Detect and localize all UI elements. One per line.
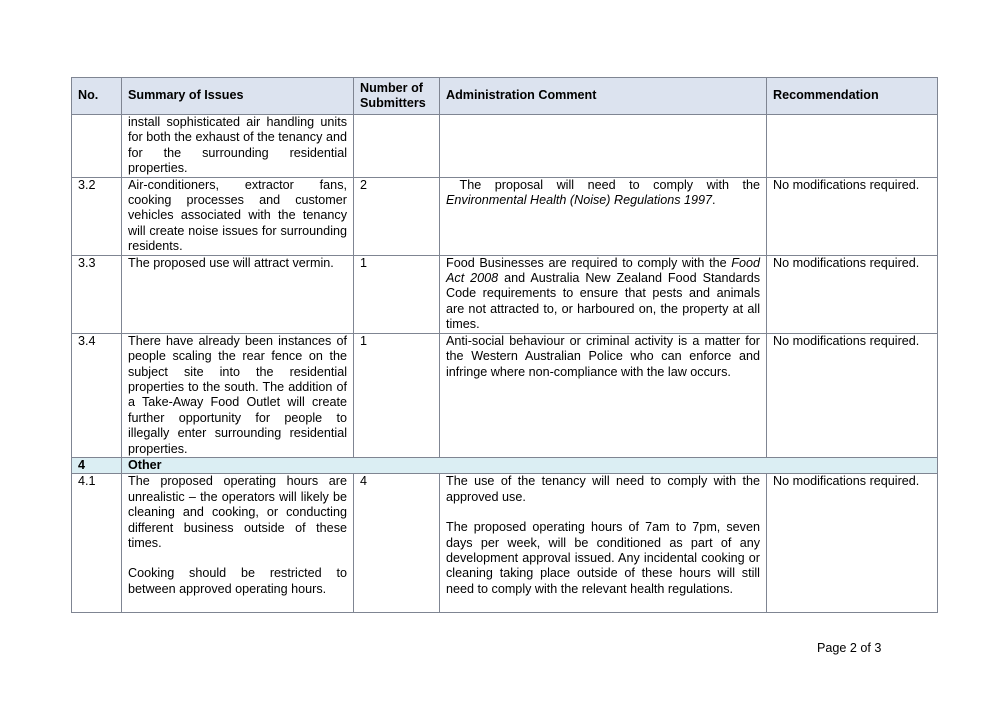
cell-summary bbox=[122, 474, 354, 613]
cell-summary: The proposed use will attract vermin. bbox=[122, 255, 354, 333]
cell-recommendation bbox=[767, 115, 938, 178]
cell-comment bbox=[440, 255, 767, 333]
table-header-row bbox=[72, 78, 938, 115]
section-number: 4 bbox=[72, 457, 122, 473]
cell-no bbox=[72, 115, 122, 178]
issues-table bbox=[71, 77, 938, 613]
header-submitters: Number of Submitters bbox=[354, 78, 440, 115]
cell-comment bbox=[440, 474, 767, 613]
comment-paragraph: The use of the tenancy will need to comply with the approved use. bbox=[446, 474, 760, 504]
cell-recommendation: No modifications required. bbox=[767, 255, 938, 333]
table-row bbox=[72, 474, 938, 613]
cell-recommendation: No modifications required. bbox=[767, 177, 938, 255]
header-comment: Administration Comment bbox=[440, 78, 767, 115]
cell-comment: Anti-social behaviour or criminal activity is a matter for the Western Australian Police who can enforce and infringe where non-compliance with the law occurs. bbox=[440, 333, 767, 457]
header-summary: Summary of Issues bbox=[122, 78, 354, 115]
cell-submitters: 2 bbox=[354, 177, 440, 255]
table-row bbox=[72, 255, 938, 333]
cell-comment bbox=[440, 115, 767, 178]
cell-summary: install sophisticated air handling units for both the exhaust of the tenancy and for the surrounding residential properties. bbox=[122, 115, 354, 178]
cell-no: 3.2 bbox=[72, 177, 122, 255]
cell-summary: There have already been instances of people scaling the rear fence on the subject site into the residential properties to the south. The addition of a Take-Away Food Outlet will create further opportunity for people to illegally enter surrounding residential properties. bbox=[122, 333, 354, 457]
summary-paragraph: The proposed operating hours are unrealistic – the operators will likely be cleaning and cooking, or conducting different business outside of these times. bbox=[128, 474, 347, 550]
page-number: Page 2 of 3 bbox=[817, 641, 882, 655]
comment-text-end: . bbox=[712, 193, 716, 208]
cell-no: 4.1 bbox=[72, 474, 122, 613]
comment-text: Food Businesses are required to comply with the bbox=[446, 255, 727, 270]
cell-no: 3.4 bbox=[72, 333, 122, 457]
cell-recommendation: No modifications required. bbox=[767, 474, 938, 613]
comment-paragraph: The proposed operating hours of 7am to 7pm, seven days per week, will be conditioned as part of any development approval issued. Any incidental cooking or cleaning taking place outside of these hours will still need to comply with the relevant health regulations. bbox=[446, 520, 760, 596]
table-row bbox=[72, 333, 938, 457]
section-row bbox=[72, 457, 938, 473]
cell-submitters: 1 bbox=[354, 255, 440, 333]
summary-paragraph: Cooking should be restricted to between approved operating hours. bbox=[128, 566, 347, 596]
section-title: Other bbox=[122, 457, 938, 473]
cell-submitters bbox=[354, 115, 440, 178]
table-row bbox=[72, 115, 938, 178]
cell-recommendation: No modifications required. bbox=[767, 333, 938, 457]
cell-no: 3.3 bbox=[72, 255, 122, 333]
comment-legislation: Environmental Health (Noise) Regulations 1997 bbox=[446, 193, 713, 208]
cell-summary: Air-conditioners, extractor fans, cooking processes and customer vehicles associated with the tenancy will create noise issues for surrounding residents. bbox=[122, 177, 354, 255]
cell-comment bbox=[440, 177, 767, 255]
header-no: No. bbox=[72, 78, 122, 115]
comment-text: The proposal will need to comply with the bbox=[459, 177, 760, 192]
cell-submitters: 1 bbox=[354, 333, 440, 457]
comment-text-end: and Australia New Zealand Food Standards Code requirements to ensure that pests and animals are not attracted to, or harboured on, the property at all times. bbox=[446, 271, 760, 332]
table-row bbox=[72, 177, 938, 255]
header-recommendation: Recommendation bbox=[767, 78, 938, 115]
cell-submitters: 4 bbox=[354, 474, 440, 613]
comment-legislation: Food Act 2008 bbox=[446, 255, 760, 286]
